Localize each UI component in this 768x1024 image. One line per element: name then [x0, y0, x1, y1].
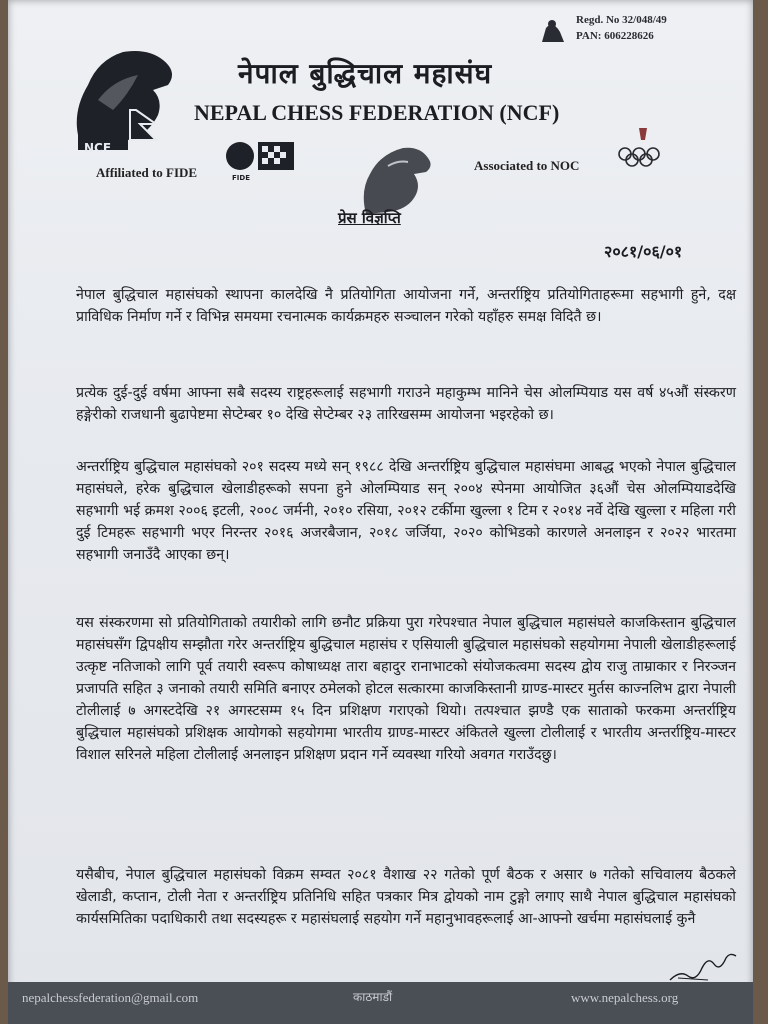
org-name-english: NEPAL CHESS FEDERATION (NCF)	[194, 100, 560, 125]
knight-watermark-icon	[348, 136, 438, 216]
footer-city: काठमाडौं	[353, 990, 393, 1004]
paragraph-5: यसैबीच, नेपाल बुद्धिचाल महासंघको विक्रम सम्वत २०८१ वैशाख २२ गतेको पूर्ण बैठक र असार ७ गतेको सचिवालय बैठकले खेलाडी, कप्तान, टोली नेता र अन्तर्राष्ट्रिय प्रतिनिधि सहित पत्रकार मित्र द्वोयको नाम टुङ्गो लगाए साथै नेपाल बुद्धिचाल महासंघको कार्यसमितिका पदाधिकारी तथा सदस्यहरू र महासंघलाई सहयोग गर्ने महानुभावहरूलाई आ-आफ्नो खर्चमा महासंघलाई कुनै	[76, 867, 736, 928]
paragraph-2: प्रत्येक दुई-दुई वर्षमा आफ्ना सबै सदस्य राष्ट्रहरूलाई सहभागी गराउने महाकुम्भ मानिने चेस ओलम्पियाड यस वर्ष ४५औं संस्करण हङ्गेरीको राजधानी बुढापेष्टमा सेप्टेम्बर १० देखि सेप्टेम्बर २३ तारिखसम्म आयोजना भइरहेको छ।	[76, 385, 736, 424]
org-name-nepali: नेपाल बुद्धिचाल महासंघ	[238, 57, 493, 90]
noc-olympic-logo	[613, 124, 673, 174]
ncf-logo-text: NCF	[84, 141, 112, 155]
paragraph-4: यस संस्करणमा सो प्रतियोगिताको तयारीको लागि छनौट प्रक्रिया पुरा गरेपश्चात नेपाल बुद्धिचाल महासंघले काजकिस्तान बुद्धिचाल महासंघसँग द्विपक्षीय सम्झौता गरेर अन्तर्राष्ट्रिय बुद्धिचाल महासंघ र एसियाली बुद्धिचाल महासंघको सहयोगमा नेपाली खेलाडीहरूलाई उत्कृष्ट नतिजाको लागि पूर्व तयारी स्वरूप कोषाध्यक्ष तारा बहादुर रानाभाटको संयोजकत्वमा सदस्य द्वोय राजु ताम्राकार र निरञ्जन प्रजापति सहित ३ जनाको तयारी समिति बनाएर ठमेलको होटल सत्कारमा काजकिस्तानी ग्राण्ड-मास्टर मुर्तस काज्नलिभ द्वारा नेपाली टोलीलाई ७ अगस्टदेखि २१ अगस्टसम्म १५ दिन प्रशिक्षण गराएको थियो। तत्पश्चात झण्डै एक साताको फरकमा अन्तर्राष्ट्रिय बुद्धिचाल महासंघको प्रशिक्षक आयोगको सहयोगमा भारतीय ग्राण्ड-मास्टर अंकितले खुल्ला टोलीलाई र भारतीय अन्तर्राष्ट्रिय-मास्टर विशाल सरिनले महिला टोलीलाई अनलाइन प्रशिक्षण प्रदान गर्ने व्यवस्था गरियो अवगत गराउँदछु।	[76, 615, 736, 764]
pan-number: PAN: 606228626	[576, 30, 654, 42]
press-release-heading: प्रेस विज्ञप्ति	[338, 209, 401, 227]
paragraph-3: अन्तर्राष्ट्रिय बुद्धिचाल महासंघको २०१ सदस्य मध्ये सन् १९८८ देखि अन्तर्राष्ट्रिय बुद्धिचाल महासंघमा आबद्ध भएको नेपाल बुद्धिचाल महासंघले, हरेक बुद्धिचाल खेलाडीहरूको सपना हुने ओलम्पियाड सन् २००४ स्पेनमा आयोजित ३६औं चेस ओलम्पियाडदेखि सहभागी भई क्रमश २००६ इटली, २००८ जर्मनी, २०१० रसिया, २०१२ टर्कीमा खुल्ला १ टिम र २०१४ नर्वे देखि खुल्ला र महिला गरी दुई टिमहरू सहभागी भएर निरन्तर २०१६ अजरबैजान, २०१८ जर्जिया, २०२० कोभिडको कारणले अनलाइन र २०२२ भारतमा सहभागी जनाउँदै आएका छन्।	[76, 459, 736, 564]
ncf-knight-logo	[68, 40, 183, 160]
release-date: २०८१/०६/०१	[604, 242, 683, 261]
registration-number: Regd. No 32/048/49	[576, 14, 667, 26]
emblem-icon	[538, 14, 568, 46]
fide-logo	[218, 138, 298, 182]
footer-email: nepalchessfederation@gmail.com	[22, 990, 199, 1005]
affiliation-text: Affiliated to FIDE	[96, 165, 198, 180]
footer-website: www.nepalchess.org	[571, 990, 679, 1005]
fide-logo-text: FIDE	[232, 174, 250, 182]
registration-info	[576, 12, 667, 44]
association-text: Associated to NOC	[474, 158, 580, 173]
paragraph-1: नेपाल बुद्धिचाल महासंघको स्थापना कालदेखि नै प्रतियोगिता आयोजना गर्ने, अन्तर्राष्ट्रिय प्रतियोगिताहरूमा सहभागी हुने, दक्ष प्राविधिक निर्माण गर्ने र विभिन्न समयमा रचनात्मक कार्यक्रमहरु सञ्चालन गरेको यहाँहरु समक्ष विदितै छ।	[76, 287, 736, 326]
signature	[668, 950, 738, 984]
letter-sheet	[8, 0, 753, 1024]
